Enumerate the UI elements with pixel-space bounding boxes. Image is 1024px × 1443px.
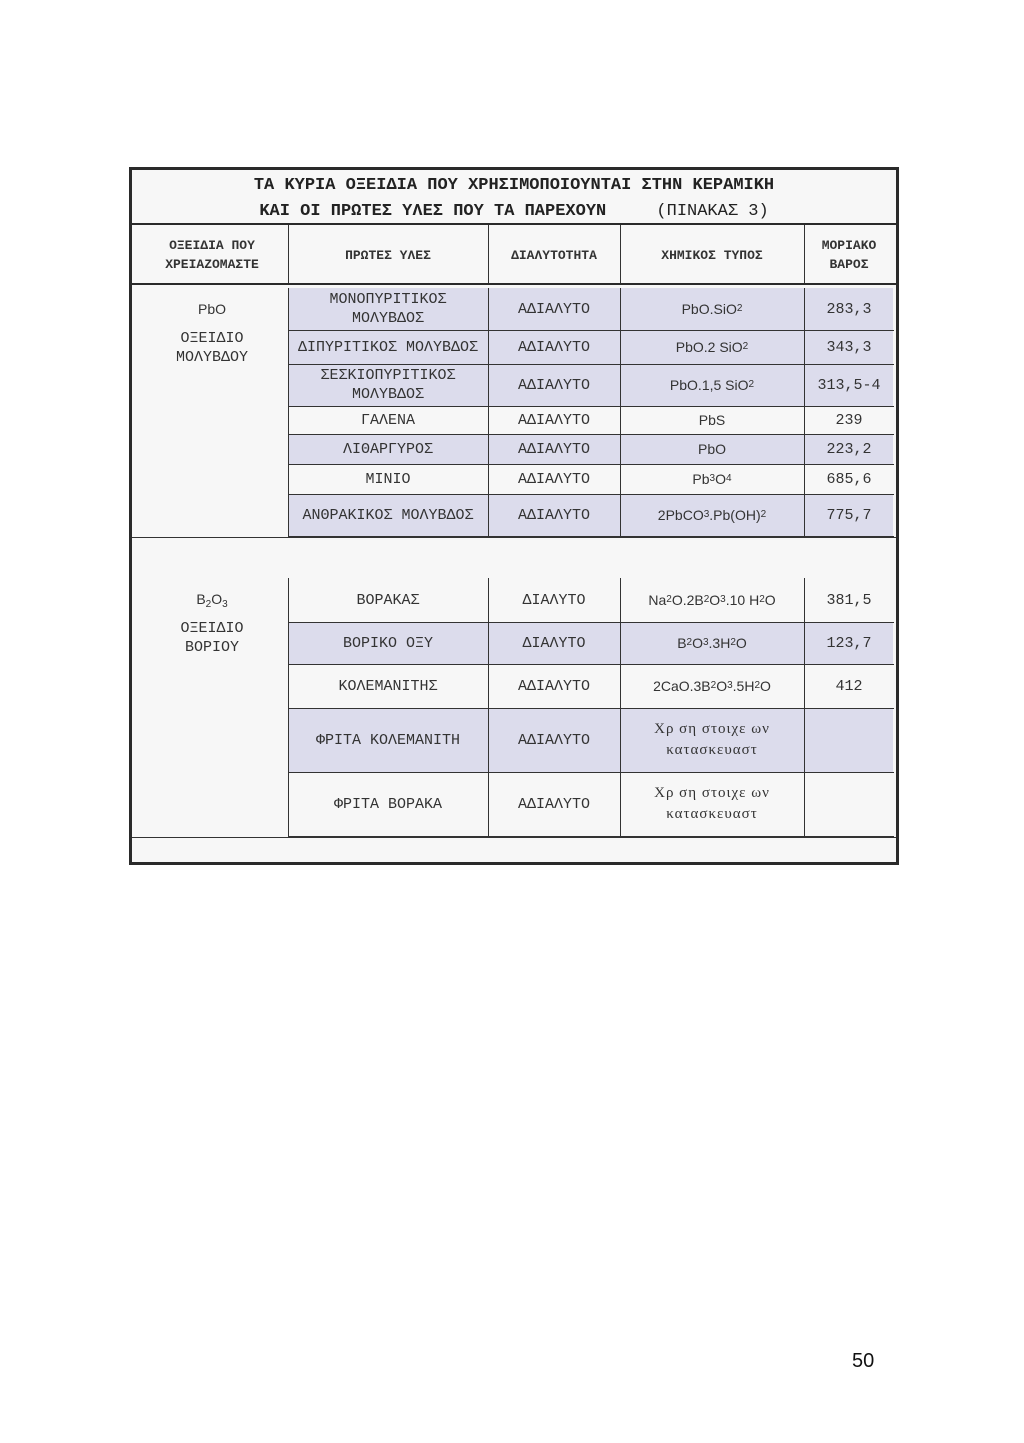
- grid-line: [620, 288, 621, 536]
- cell-material: ΣΕΣΚΙΟΠΥΡΙΤΙΚΟΣ ΜΟΛΥΒΔΟΣ: [320, 367, 456, 403]
- grid-line: [288, 288, 289, 536]
- oxide-cell: [137, 288, 287, 398]
- cell-material: ΒΟΡΙΚΟ ΟΞΥ: [342, 634, 433, 652]
- cell-weight: 313,5-4: [817, 376, 881, 394]
- grid-line: [804, 225, 805, 283]
- grid-line: [132, 537, 896, 538]
- cell-formula: PbS: [698, 411, 726, 428]
- cell-material: ΦΡΙΤΑ ΚΟΛΕΜΑΝΙΤΗ: [315, 731, 461, 749]
- cell-formula: 2PbCO 3 .Pb(OH) 2: [657, 506, 767, 523]
- cell-weight: 223,2: [826, 440, 872, 458]
- cell-weight: 343,3: [826, 338, 872, 356]
- oxides-table-frame: [129, 167, 899, 865]
- header-molar-weight: ΜΟΡΙΑΚΟ ΒΑΡΟΣ: [821, 238, 877, 272]
- cell-material: ΓΑΛΕΝΑ: [360, 411, 415, 429]
- cell-material: ΚΟΛΕΜΑΝΙΤΗΣ: [338, 677, 438, 695]
- grid-line: [288, 578, 289, 836]
- cell-solubility: ΑΔΙΑΛΥΤΟ: [517, 506, 590, 524]
- table-title: [132, 170, 896, 225]
- grid-line: [804, 288, 805, 536]
- page-number: 50: [852, 1350, 875, 1372]
- oxide-name: ΟΞΕΙΔΙΟ ΒΟΡΙΟΥ: [180, 620, 244, 656]
- cell-solubility: ΑΔΙΑΛΥΤΟ: [517, 470, 590, 488]
- cell-formula: Χρ ση στοιχε ων κατασκευαστ: [654, 721, 770, 758]
- cell-solubility: ΑΔΙΑΛΥΤΟ: [517, 440, 590, 458]
- cell-solubility: ΑΔΙΑΛΥΤΟ: [517, 338, 590, 356]
- cell-solubility: ΑΔΙΑΛΥΤΟ: [517, 731, 590, 749]
- title-line-2: ΚΑΙ ΟΙ ΠΡΩΤΕΣ ΥΛΕΣ ΠΟΥ ΤΑ ΠΑΡΕΧΟΥΝ: [259, 202, 607, 221]
- oxide-name: ΟΞΕΙΔΙΟ ΜΟΛΥΒΔΟΥ: [175, 330, 248, 366]
- cell-material: ΛΙΘΑΡΓΥΡΟΣ: [342, 440, 433, 458]
- cell-formula: PbO.1,5 SiO 2: [669, 376, 755, 393]
- grid-line: [488, 288, 489, 536]
- oxide-formula: $B_2O_3$: [196, 591, 228, 610]
- cell-weight: 239: [835, 411, 863, 429]
- cell-weight: [805, 772, 893, 836]
- cell-formula: Pb 3 O 4: [692, 470, 732, 487]
- header-oxides: ΟΞΕΙΔΙΑ ΠΟΥ ΧΡΕΙΑΖΟΜΑΣΤΕ: [165, 238, 259, 272]
- cell-formula: B 2 O 3 .3H 2 O: [677, 634, 747, 651]
- title-line-1: ΤΑ ΚΥΡΙΑ ΟΞΕΙΔΙΑ ΠΟΥ ΧΡΗΣΙΜΟΠΟΙΟΥΝΤΑΙ ΣΤΗΝ ΚΕΡΑΜΙΚΗ: [253, 176, 775, 195]
- cell-solubility: ΑΔΙΑΛΥΤΟ: [517, 300, 590, 318]
- header-solubility: ΔΙΑΛΥΤΟΤΗΤΑ: [511, 247, 597, 263]
- oxide-formula: PbO: [197, 301, 226, 317]
- cell-material: ΑΝΘΡΑΚΙΚΟΣ ΜΟΛΥΒΔΟΣ: [302, 506, 474, 524]
- header-formula: ΧΗΜΙΚΟΣ ΤΥΠΟΣ: [661, 247, 763, 263]
- grid-line: [488, 225, 489, 283]
- cell-weight: [805, 708, 893, 772]
- grid-line: [620, 225, 621, 283]
- cell-weight: 412: [835, 677, 863, 695]
- cell-material: ΒΟΡΑΚΑΣ: [356, 591, 420, 609]
- cell-formula: PbO: [697, 440, 726, 457]
- cell-formula: PbO.SiO 2: [681, 300, 743, 317]
- cell-formula: Χρ ση στοιχε ων κατασκευαστ: [654, 785, 770, 822]
- header-raw-materials: ΠΡΩΤΕΣ ΥΛΕΣ: [345, 247, 431, 263]
- cell-formula: 2CaO.3B 2 O 3 .5H 2 O: [653, 677, 771, 694]
- cell-solubility: ΑΔΙΑΛΥΤΟ: [517, 677, 590, 695]
- grid-line: [488, 578, 489, 836]
- cell-weight: 123,7: [826, 634, 872, 652]
- cell-solubility: ΔΙΑΛΥΤΟ: [522, 634, 586, 652]
- cell-formula: PbO.2 SiO 2: [675, 338, 749, 355]
- cell-solubility: ΔΙΑΛΥΤΟ: [522, 591, 586, 609]
- grid-line: [288, 225, 289, 283]
- cell-solubility: ΑΔΙΑΛΥΤΟ: [517, 795, 590, 813]
- table-reference: (ΠΙΝΑΚΑΣ 3): [656, 202, 769, 221]
- cell-material: ΜΟΝΟΠΥΡΙΤΙΚΟΣ ΜΟΛΥΒΔΟΣ: [329, 291, 447, 327]
- cell-weight: 685,6: [826, 470, 872, 488]
- grid-line: [804, 578, 805, 836]
- cell-formula: Na 2 O.2B 2 O 3 .10 H 2 O: [648, 591, 776, 608]
- grid-line: [132, 283, 896, 285]
- cell-material: ΔΙΠΥΡΙΤΙΚΟΣ ΜΟΛΥΒΔΟΣ: [297, 338, 479, 356]
- cell-solubility: ΑΔΙΑΛΥΤΟ: [517, 376, 590, 394]
- grid-line: [132, 837, 896, 838]
- cell-solubility: ΑΔΙΑΛΥΤΟ: [517, 411, 590, 429]
- cell-weight: 381,5: [826, 591, 872, 609]
- grid-line: [620, 578, 621, 836]
- cell-material: ΜΙΝΙΟ: [365, 470, 411, 488]
- oxide-cell: [137, 578, 287, 668]
- cell-weight: 775,7: [826, 506, 872, 524]
- cell-weight: 283,3: [826, 300, 872, 318]
- cell-material: ΦΡΙΤΑ ΒΟΡΑΚΑ: [333, 795, 443, 813]
